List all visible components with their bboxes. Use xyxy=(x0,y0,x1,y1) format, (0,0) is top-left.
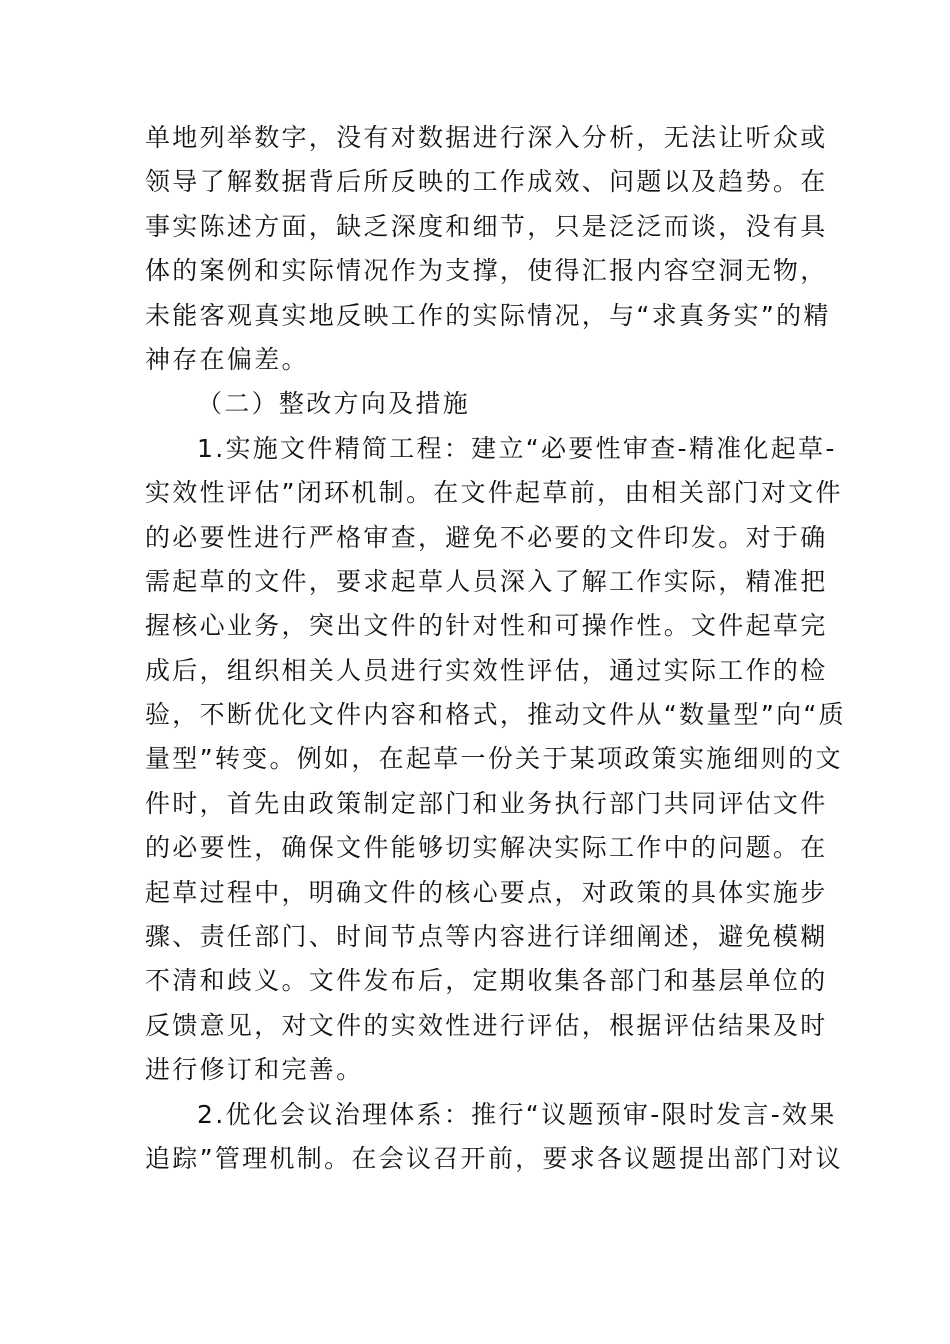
paragraph-line: 事实陈述方面，缺乏深度和细节，只是泛泛而谈，没有具 xyxy=(145,211,828,241)
paragraph-line: 件时，首先由政策制定部门和业务执行部门共同评估文件 xyxy=(145,788,828,818)
paragraph-line: 领导了解数据背后所反映的工作成效、问题以及趋势。在 xyxy=(145,167,828,197)
paragraph-line: 未能客观真实地反映工作的实际情况，与“求真务实”的精 xyxy=(145,300,831,330)
paragraph-line: 验，不断优化文件内容和格式，推动文件从“数量型”向“质 xyxy=(145,700,846,730)
paragraph-line: 2.优化会议治理体系：推行“议题预审-限时发言-效果 xyxy=(197,1099,837,1129)
paragraph-line: 单地列举数字，没有对数据进行深入分析，无法让听众或 xyxy=(145,123,828,152)
paragraph-line: 1.实施文件精简工程：建立“必要性审查-精准化起草- xyxy=(197,433,837,463)
paragraph-line: 反馈意见，对文件的实效性进行评估，根据评估结果及时 xyxy=(145,1010,828,1040)
paragraph-line: 需起草的文件，要求起草人员深入了解工作实际，精准把 xyxy=(145,566,828,596)
document-page xyxy=(145,116,846,1181)
paragraph-line: 的必要性进行严格审查，避免不必要的文件印发。对于确 xyxy=(145,522,828,552)
paragraph-line: 追踪”管理机制。在会议召开前，要求各议题提出部门对议 xyxy=(145,1143,843,1173)
paragraph-line: 实效性评估”闭环机制。在文件起草前，由相关部门对文件 xyxy=(145,478,843,508)
section-heading: （二）整改方向及措施 xyxy=(197,389,471,419)
paragraph-line: 骤、责任部门、时间节点等内容进行详细阐述，避免模糊 xyxy=(145,922,828,952)
paragraph-line: 进行修订和完善。 xyxy=(145,1055,364,1085)
paragraph-line: 握核心业务，突出文件的针对性和可操作性。文件起草完 xyxy=(145,611,828,641)
paragraph-line: 体的案例和实际情况作为支撑，使得汇报内容空洞无物， xyxy=(145,256,828,286)
paragraph-line: 成后，组织相关人员进行实效性评估，通过实际工作的检 xyxy=(145,655,828,685)
paragraph-line: 神存在偏差。 xyxy=(145,344,309,374)
paragraph-line: 起草过程中，明确文件的核心要点，对政策的具体实施步 xyxy=(145,877,828,907)
paragraph-line: 不清和歧义。文件发布后，定期收集各部门和基层单位的 xyxy=(145,966,828,996)
paragraph-line: 量型”转变。例如，在起草一份关于某项政策实施细则的文 xyxy=(145,744,843,774)
paragraph-line: 的必要性，确保文件能够切实解决实际工作中的问题。在 xyxy=(145,833,828,863)
